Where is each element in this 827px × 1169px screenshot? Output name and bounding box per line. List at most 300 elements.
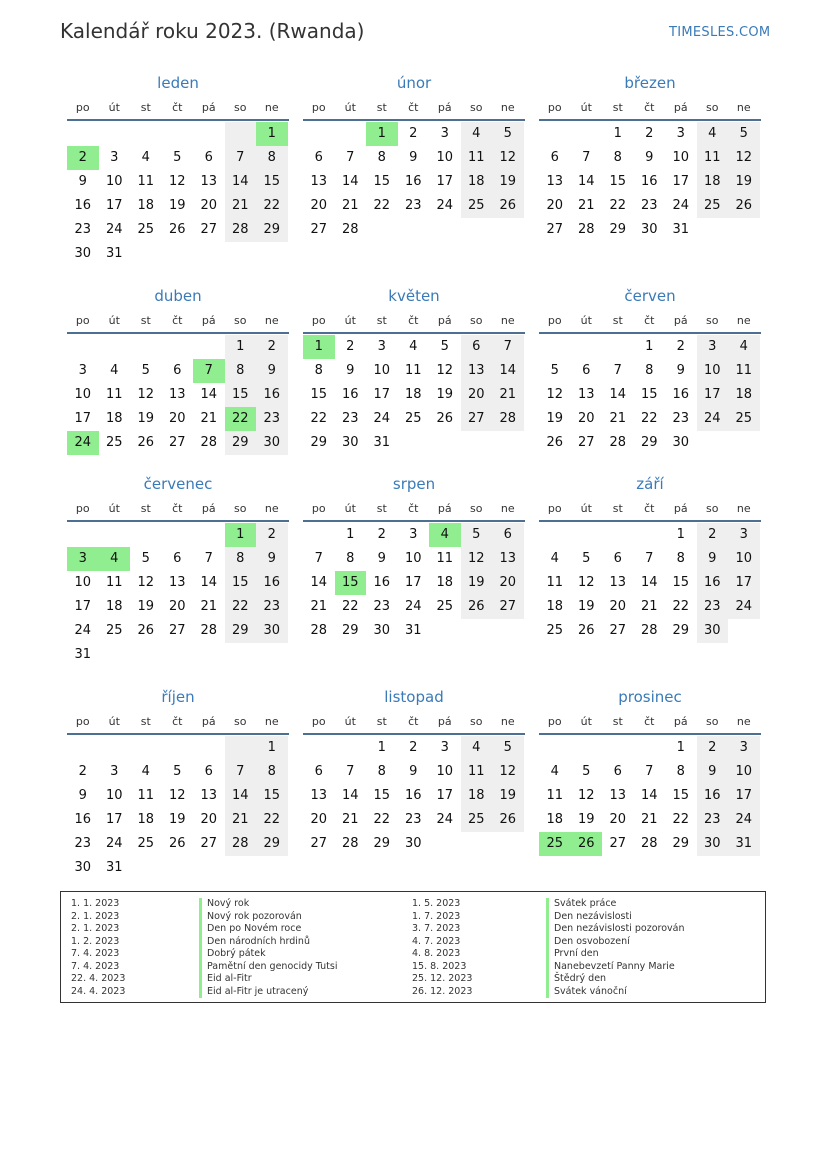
day-cell: 30 — [256, 431, 288, 455]
day-cell: 15 — [373, 788, 391, 803]
day-cell: 20 — [609, 812, 627, 827]
legend-holiday-name: První den — [546, 948, 599, 961]
day-cell: 23 — [256, 407, 288, 431]
day-cell: 3 — [697, 335, 729, 359]
day-cell: 3 — [377, 339, 386, 354]
day-cell: 4 — [697, 122, 729, 146]
day-cell: 12 — [728, 146, 760, 170]
empty-cell — [335, 122, 367, 146]
weekday-label: po — [311, 502, 326, 515]
day-cell: 26 — [137, 623, 155, 638]
empty-cell — [99, 122, 131, 146]
day-cell: 3 — [409, 527, 418, 542]
day-cell: 6 — [492, 523, 524, 547]
day-cell: 2 — [346, 339, 355, 354]
legend-date: 22. 4. 2023 — [71, 973, 126, 984]
day-cell: 16 — [404, 174, 422, 189]
day-cell: 16 — [672, 387, 690, 402]
day-cell: 8 — [225, 547, 257, 571]
day-cell: 15 — [640, 387, 658, 402]
day-cell: 19 — [436, 387, 454, 402]
day-cell: 22 — [256, 194, 288, 218]
day-cell: 2 — [256, 523, 288, 547]
legend-holiday-name: Den nezávislosti pozorován — [546, 923, 685, 936]
day-cell: 11 — [105, 387, 123, 402]
weekday-label: út — [344, 502, 356, 515]
weekday-label: ne — [264, 715, 279, 728]
day-cell: 22 — [672, 599, 690, 614]
holiday-day-cell: 4 — [429, 523, 461, 547]
page-title: Kalendář roku 2023. (Rwanda) — [60, 19, 365, 43]
day-cell: 24 — [436, 198, 454, 213]
weekday-label: pá — [437, 314, 452, 327]
weekday-label: so — [470, 314, 483, 327]
day-cell: 9 — [645, 150, 654, 165]
month-days — [539, 736, 761, 856]
day-cell: 7 — [346, 764, 355, 779]
day-cell: 18 — [728, 383, 760, 407]
day-cell: 30 — [404, 836, 422, 851]
legend-date: 7. 4. 2023 — [71, 948, 120, 959]
legend-holiday-name: Den nezávislosti — [546, 911, 632, 924]
day-cell: 26 — [436, 411, 454, 426]
holiday-day-cell: 25 — [539, 832, 571, 856]
empty-cell — [634, 736, 666, 760]
day-cell: 17 — [373, 387, 391, 402]
day-cell: 14 — [225, 784, 257, 808]
day-cell: 16 — [256, 383, 288, 407]
day-cell: 11 — [546, 788, 564, 803]
day-cell: 18 — [105, 411, 123, 426]
month-block — [303, 72, 525, 242]
day-cell: 5 — [141, 363, 150, 378]
day-cell: 10 — [404, 551, 422, 566]
weekday-label: ne — [736, 101, 751, 114]
weekday-label: út — [344, 715, 356, 728]
legend-holiday-name: Nový rok pozorován — [199, 911, 302, 924]
day-cell: 14 — [640, 788, 658, 803]
legend-holiday-name: Svátek vánoční — [546, 986, 627, 999]
day-cell: 10 — [672, 150, 690, 165]
day-cell: 28 — [200, 623, 218, 638]
month-block — [539, 285, 761, 455]
day-cell: 24 — [672, 198, 690, 213]
day-cell: 27 — [546, 222, 564, 237]
legend-date: 1. 1. 2023 — [71, 898, 120, 909]
day-cell: 9 — [256, 359, 288, 383]
day-cell: 19 — [461, 571, 493, 595]
site-link[interactable]: TIMESLES.COM — [669, 25, 771, 40]
day-cell: 10 — [436, 150, 454, 165]
weekday-label: so — [706, 101, 719, 114]
day-cell: 1 — [676, 527, 685, 542]
day-cell: 20 — [609, 599, 627, 614]
day-cell: 2 — [409, 126, 418, 141]
day-cell: 3 — [676, 126, 685, 141]
weekday-label: po — [75, 101, 90, 114]
empty-cell — [193, 335, 225, 359]
day-cell: 10 — [728, 547, 760, 571]
day-cell: 18 — [461, 784, 493, 808]
weekday-label: pá — [437, 502, 452, 515]
weekday-label: út — [344, 101, 356, 114]
month-name: říjen — [161, 688, 195, 706]
month-name: listopad — [384, 688, 444, 706]
day-cell: 15 — [225, 571, 257, 595]
month-name: červenec — [143, 475, 213, 493]
empty-cell — [539, 335, 571, 359]
day-cell: 27 — [200, 222, 218, 237]
day-cell: 9 — [409, 764, 418, 779]
day-cell: 4 — [141, 150, 150, 165]
day-cell: 29 — [672, 623, 690, 638]
month-block — [539, 473, 761, 643]
day-cell: 7 — [314, 551, 323, 566]
day-cell: 2 — [409, 740, 418, 755]
day-cell: 28 — [341, 222, 359, 237]
month-block — [67, 686, 289, 880]
holiday-legend — [60, 891, 766, 1003]
holiday-day-cell: 1 — [256, 122, 288, 146]
month-name: březen — [624, 74, 676, 92]
weekday-label: ne — [264, 101, 279, 114]
day-cell: 11 — [461, 760, 493, 784]
holiday-day-cell: 26 — [571, 832, 603, 856]
day-cell: 2 — [697, 736, 729, 760]
day-cell: 8 — [346, 551, 355, 566]
holiday-day-cell: 3 — [67, 547, 99, 571]
day-cell: 10 — [105, 174, 123, 189]
day-cell: 23 — [341, 411, 359, 426]
weekday-header — [539, 711, 761, 735]
month-name: duben — [154, 287, 202, 305]
day-cell: 17 — [728, 784, 760, 808]
day-cell: 18 — [436, 575, 454, 590]
day-cell: 2 — [78, 764, 87, 779]
weekday-label: ne — [500, 715, 515, 728]
day-cell: 7 — [204, 551, 213, 566]
day-cell: 9 — [78, 788, 87, 803]
empty-cell — [99, 335, 131, 359]
weekday-label: pá — [201, 502, 216, 515]
legend-date: 4. 7. 2023 — [412, 935, 461, 947]
day-cell: 11 — [404, 363, 422, 378]
day-cell: 6 — [204, 764, 213, 779]
day-cell: 13 — [609, 788, 627, 803]
weekday-label: čt — [172, 715, 183, 728]
day-cell: 4 — [461, 736, 493, 760]
day-cell: 15 — [256, 784, 288, 808]
day-cell: 11 — [436, 551, 454, 566]
weekday-label: so — [706, 502, 719, 515]
day-cell: 1 — [613, 126, 622, 141]
day-cell: 11 — [137, 788, 155, 803]
day-cell: 5 — [492, 736, 524, 760]
day-cell: 20 — [310, 812, 328, 827]
holiday-day-cell: 4 — [99, 547, 131, 571]
day-cell: 9 — [377, 551, 386, 566]
day-cell: 12 — [168, 788, 186, 803]
day-cell: 23 — [404, 812, 422, 827]
day-cell: 24 — [436, 812, 454, 827]
day-cell: 29 — [225, 619, 257, 643]
day-cell: 13 — [310, 174, 328, 189]
weekday-label: st — [376, 502, 387, 515]
day-cell: 21 — [609, 411, 627, 426]
weekday-label: so — [706, 314, 719, 327]
day-cell: 19 — [728, 170, 760, 194]
day-cell: 15 — [609, 174, 627, 189]
weekday-label: pá — [673, 715, 688, 728]
day-cell: 26 — [168, 222, 186, 237]
empty-cell — [67, 122, 99, 146]
day-cell: 13 — [546, 174, 564, 189]
day-cell: 3 — [728, 523, 760, 547]
day-cell: 29 — [310, 435, 328, 450]
weekday-label: pá — [437, 715, 452, 728]
empty-cell — [539, 122, 571, 146]
day-cell: 16 — [697, 571, 729, 595]
day-cell: 9 — [409, 150, 418, 165]
day-cell: 3 — [110, 764, 119, 779]
day-cell: 30 — [640, 222, 658, 237]
month-block — [303, 473, 525, 643]
weekday-label: po — [75, 502, 90, 515]
empty-cell — [162, 736, 194, 760]
month-days — [67, 736, 289, 880]
weekday-label: po — [547, 715, 562, 728]
weekday-label: pá — [673, 502, 688, 515]
day-cell: 24 — [105, 222, 123, 237]
day-cell: 30 — [341, 435, 359, 450]
day-cell: 12 — [546, 387, 564, 402]
weekday-label: čt — [408, 314, 419, 327]
day-cell: 12 — [492, 760, 524, 784]
day-cell: 2 — [645, 126, 654, 141]
day-cell: 27 — [168, 435, 186, 450]
day-cell: 17 — [672, 174, 690, 189]
day-cell: 28 — [577, 222, 595, 237]
day-cell: 6 — [314, 764, 323, 779]
empty-cell — [303, 523, 335, 547]
holiday-day-cell: 24 — [67, 431, 99, 455]
day-cell: 13 — [200, 174, 218, 189]
day-cell: 17 — [74, 411, 92, 426]
month-block — [303, 285, 525, 455]
day-cell: 30 — [672, 435, 690, 450]
day-cell: 23 — [404, 198, 422, 213]
day-cell: 30 — [697, 832, 729, 856]
day-cell: 13 — [168, 387, 186, 402]
day-cell: 23 — [373, 599, 391, 614]
day-cell: 15 — [672, 788, 690, 803]
day-cell: 25 — [728, 407, 760, 431]
day-cell: 30 — [373, 623, 391, 638]
weekday-label: so — [470, 502, 483, 515]
weekday-label: ne — [264, 314, 279, 327]
day-cell: 21 — [310, 599, 328, 614]
day-cell: 9 — [676, 363, 685, 378]
weekday-label: čt — [644, 314, 655, 327]
day-cell: 7 — [645, 764, 654, 779]
month-days — [303, 122, 525, 242]
day-cell: 19 — [577, 812, 595, 827]
day-cell: 12 — [492, 146, 524, 170]
day-cell: 25 — [461, 808, 493, 832]
day-cell: 4 — [728, 335, 760, 359]
day-cell: 22 — [310, 411, 328, 426]
day-cell: 3 — [728, 736, 760, 760]
day-cell: 31 — [105, 246, 123, 261]
day-cell: 26 — [137, 435, 155, 450]
holiday-day-cell: 1 — [303, 335, 335, 359]
legend-holiday-name: Nanebevzetí Panny Marie — [546, 961, 675, 974]
day-cell: 14 — [492, 359, 524, 383]
legend-date: 3. 7. 2023 — [412, 923, 461, 934]
day-cell: 8 — [645, 363, 654, 378]
weekday-label: st — [140, 101, 151, 114]
day-cell: 17 — [436, 174, 454, 189]
empty-cell — [303, 122, 335, 146]
day-cell: 4 — [409, 339, 418, 354]
day-cell: 4 — [461, 122, 493, 146]
day-cell: 11 — [461, 146, 493, 170]
day-cell: 13 — [200, 788, 218, 803]
weekday-label: út — [580, 101, 592, 114]
day-cell: 5 — [173, 150, 182, 165]
day-cell: 3 — [440, 126, 449, 141]
month-block — [67, 473, 289, 667]
day-cell: 16 — [74, 198, 92, 213]
day-cell: 5 — [461, 523, 493, 547]
day-cell: 20 — [200, 198, 218, 213]
day-cell: 13 — [310, 788, 328, 803]
day-cell: 25 — [546, 623, 564, 638]
empty-cell — [571, 736, 603, 760]
day-cell: 5 — [550, 363, 559, 378]
day-cell: 27 — [310, 836, 328, 851]
month-block — [539, 72, 761, 242]
day-cell: 16 — [697, 784, 729, 808]
day-cell: 23 — [672, 411, 690, 426]
weekday-label: st — [376, 314, 387, 327]
day-cell: 25 — [697, 194, 729, 218]
day-cell: 28 — [609, 435, 627, 450]
day-cell: 17 — [728, 571, 760, 595]
day-cell: 17 — [404, 575, 422, 590]
day-cell: 19 — [577, 599, 595, 614]
day-cell: 28 — [225, 218, 257, 242]
day-cell: 28 — [341, 836, 359, 851]
weekday-header — [303, 711, 525, 735]
day-cell: 7 — [492, 335, 524, 359]
day-cell: 11 — [697, 146, 729, 170]
weekday-label: pá — [201, 715, 216, 728]
day-cell: 26 — [577, 623, 595, 638]
day-cell: 20 — [310, 198, 328, 213]
day-cell: 19 — [137, 599, 155, 614]
holiday-day-cell: 7 — [193, 359, 225, 383]
legend-holiday-name: Den národních hrdinů — [199, 936, 310, 949]
weekday-label: po — [75, 715, 90, 728]
day-cell: 25 — [436, 599, 454, 614]
weekday-label: čt — [408, 101, 419, 114]
day-cell: 8 — [377, 764, 386, 779]
weekday-label: po — [311, 314, 326, 327]
empty-cell — [602, 736, 634, 760]
day-cell: 18 — [546, 599, 564, 614]
day-cell: 14 — [225, 170, 257, 194]
empty-cell — [571, 335, 603, 359]
day-cell: 24 — [373, 411, 391, 426]
month-name: září — [636, 475, 664, 493]
day-cell: 29 — [256, 832, 288, 856]
weekday-header — [303, 310, 525, 334]
empty-cell — [162, 523, 194, 547]
day-cell: 25 — [404, 411, 422, 426]
day-cell: 6 — [613, 764, 622, 779]
legend-date: 24. 4. 2023 — [71, 985, 126, 997]
day-cell: 10 — [74, 387, 92, 402]
weekday-label: čt — [644, 715, 655, 728]
day-cell: 16 — [373, 575, 391, 590]
weekday-label: čt — [644, 502, 655, 515]
day-cell: 29 — [225, 431, 257, 455]
day-cell: 12 — [168, 174, 186, 189]
month-name: leden — [157, 74, 199, 92]
weekday-header — [303, 97, 525, 121]
month-name: květen — [388, 287, 440, 305]
day-cell: 26 — [492, 808, 524, 832]
day-cell: 10 — [373, 363, 391, 378]
day-cell: 18 — [546, 812, 564, 827]
day-cell: 6 — [461, 335, 493, 359]
weekday-label: pá — [437, 101, 452, 114]
empty-cell — [67, 335, 99, 359]
day-cell: 5 — [582, 551, 591, 566]
day-cell: 28 — [640, 623, 658, 638]
day-cell: 15 — [373, 174, 391, 189]
weekday-label: út — [108, 101, 120, 114]
day-cell: 13 — [609, 575, 627, 590]
weekday-label: po — [547, 101, 562, 114]
weekday-label: út — [580, 502, 592, 515]
weekday-label: pá — [201, 101, 216, 114]
day-cell: 10 — [728, 760, 760, 784]
day-cell: 21 — [200, 599, 218, 614]
day-cell: 30 — [74, 860, 92, 875]
day-cell: 27 — [168, 623, 186, 638]
day-cell: 6 — [173, 363, 182, 378]
day-cell: 8 — [225, 359, 257, 383]
day-cell: 17 — [74, 599, 92, 614]
weekday-label: pá — [673, 314, 688, 327]
day-cell: 9 — [256, 547, 288, 571]
day-cell: 9 — [78, 174, 87, 189]
day-cell: 18 — [137, 198, 155, 213]
weekday-label: st — [612, 314, 623, 327]
day-cell: 14 — [609, 387, 627, 402]
day-cell: 24 — [105, 836, 123, 851]
legend-holiday-name: Nový rok — [199, 898, 249, 911]
weekday-label: st — [612, 101, 623, 114]
month-days — [303, 335, 525, 455]
day-cell: 25 — [105, 435, 123, 450]
day-cell: 6 — [550, 150, 559, 165]
empty-cell — [539, 736, 571, 760]
legend-holiday-name: Eid al-Fitr je utracený — [199, 986, 308, 999]
day-cell: 19 — [492, 784, 524, 808]
